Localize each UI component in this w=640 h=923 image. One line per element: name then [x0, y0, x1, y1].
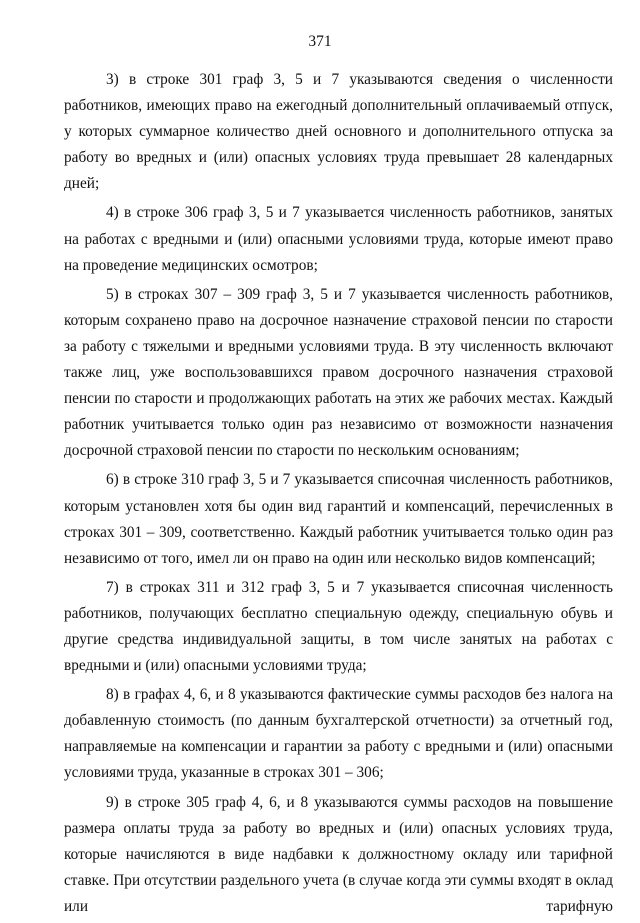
- paragraph-item-6: 6) в строке 310 граф 3, 5 и 7 указывается списочная численность работников, которым установлен хотя бы один вид гарантий и компенсаций, перечисленных в строках 301 – 309, соответственно. Каждый работник учитывается только один раз независимо от того, имел ли он право на один или несколько видов компенсаций;: [64, 471, 613, 567]
- paragraph-item-3: 3) в строке 301 граф 3, 5 и 7 указываются сведения о численности работников, имеющих право на ежегодный дополнительный оплачиваемый отпуск, у которых суммарное количество дней основного и дополнительного отпуска за работу во вредных и (или) опасных условиях труда превышает 28 календарных дней;: [64, 71, 613, 193]
- paragraph-item-7: 7) в строках 311 и 312 граф 3, 5 и 7 указывается списочная численность работников, получающих бесплатно специальную одежду, специальную обувь и другие средства индивидуальной защиты, в том числе занятых на работах с вредными и (или) опасными условиями труда;: [64, 578, 613, 675]
- document-body: [64, 67, 613, 923]
- paragraph-item-9: 9) в строке 305 граф 4, 6, и 8 указываются суммы расходов на повышение размера оплаты труда за работу во вредных и (или) опасных условиях труда, которые начисляются в виде надбавки к должностному окладу или тарифной ставке. При отсутствии раздельного учета (в случае когда эти суммы входят в оклад или тарифную: [64, 793, 613, 915]
- paragraph-item-4: 4) в строке 306 граф 3, 5 и 7 указывается численность работников, занятых на работах с вредными и (или) опасными условиями труда, которые имеют право на проведение медицинских осмотров;: [64, 204, 613, 274]
- page-number: 371: [308, 33, 332, 50]
- paragraph-item-8: 8) в графах 4, 6, и 8 указываются фактические суммы расходов без налога на добавленную стоимость (по данным бухгалтерской отчетности) за отчетный год, направляемые на компенсации и гарантии за работу с вредными и (или) опасными условиями труда, указанные в строках 301 – 306;: [64, 686, 613, 782]
- paragraph-item-5: 5) в строках 307 – 309 граф 3, 5 и 7 указывается численность работников, которым сохранено право на досрочное назначение страховой пенсии по старости за работу с тяжелыми и вредными условиями труда. В эту численность включают также лиц, уже воспользовавшихся правом досрочного назначения страховой пенсии по старости и продолжающих работать на этих же рабочих местах. Каждый работник учитывается только один раз независимо от возможности назначения досрочной страховой пенсии по старости по нескольким основаниям;: [64, 285, 613, 460]
